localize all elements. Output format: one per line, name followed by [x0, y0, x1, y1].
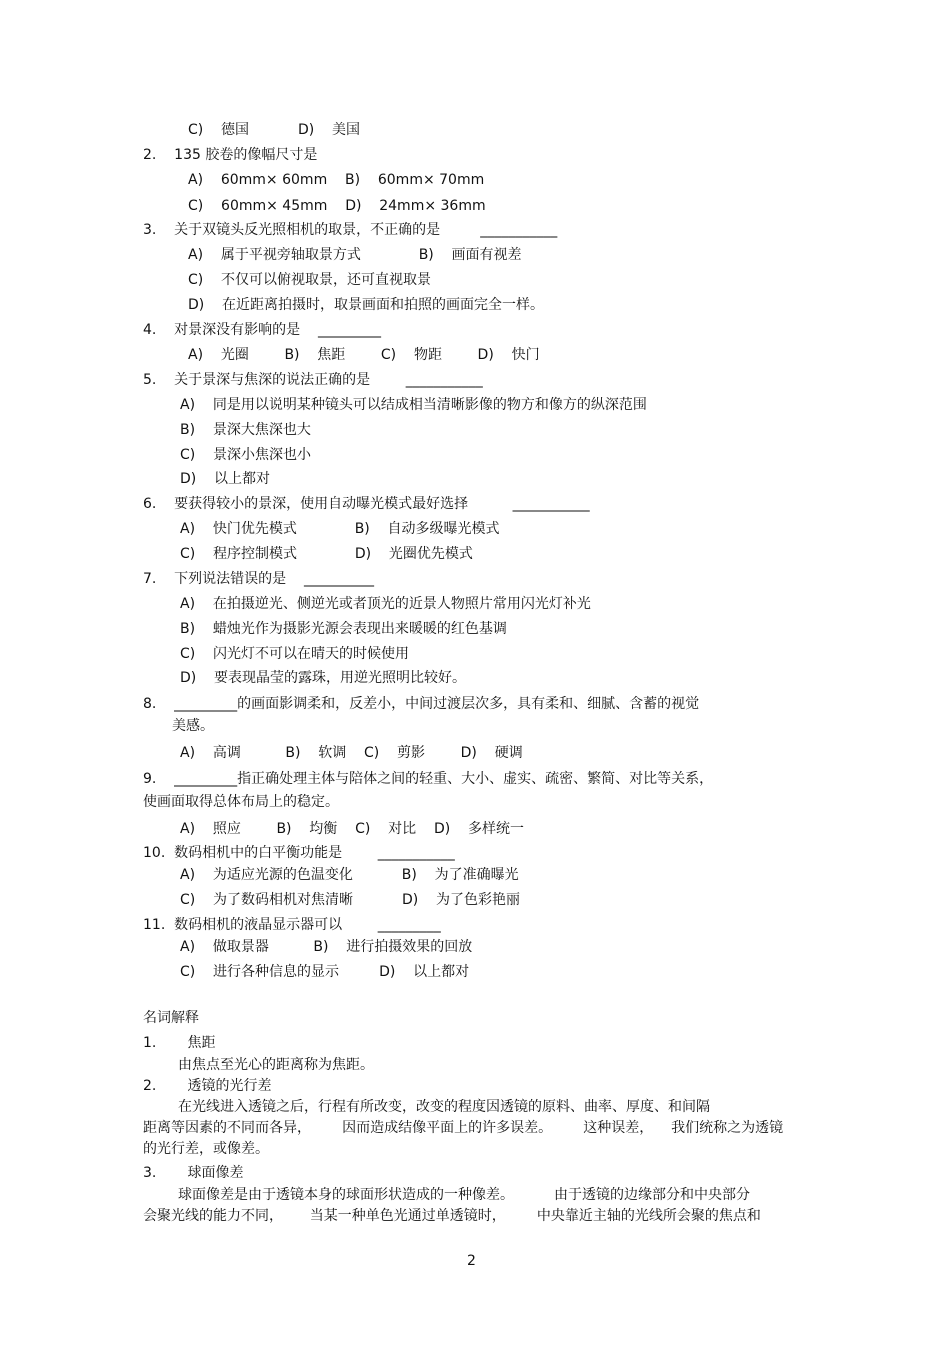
term2-title: 2. 透镜的光行差: [143, 1078, 272, 1094]
q10-options-cd: C) 为了数码相机对焦清晰 D) 为了色彩艳丽: [180, 892, 521, 908]
q6-options-ab: A) 快门优先模式 B) 自动多级曝光模式: [180, 521, 500, 537]
q10-options-ab: A) 为适应光源的色温变化 B) 为了准确曝光: [180, 867, 519, 883]
q4-stem: 4. 对景深没有影响的是 _________: [143, 322, 381, 338]
q6-options-cd: C) 程序控制模式 D) 光圈优先模式: [180, 546, 473, 562]
term3-title: 3. 球面像差: [143, 1165, 244, 1181]
q4-options: A) 光圈 B) 焦距 C) 物距 D) 快门: [188, 347, 540, 363]
q9-stem: 9. _________指正确处理主体与陪体之间的轻重、大小、虚实、疏密、繁简、对比等关系，: [143, 771, 714, 787]
term2-definition-3: 的光行差，或像差。: [143, 1141, 269, 1157]
page-number: 2: [467, 1253, 476, 1269]
q5-stem: 5. 关于景深与焦深的说法正确的是 ___________: [143, 372, 483, 388]
q10-stem: 10. 数码相机中的白平衡功能是 ___________: [143, 845, 455, 861]
q5-option-c: C) 景深小焦深也小: [180, 447, 312, 463]
q1-options-cd: C) 德国 D) 美国: [188, 122, 361, 138]
q6-stem: 6. 要获得较小的景深，使用自动曝光模式最好选择 ___________: [143, 496, 590, 512]
q9-stem-cont: 使画面取得总体布局上的稳定。: [143, 794, 339, 810]
term2-definition-1: 在光线进入透镜之后，行程有所改变，改变的程度因透镜的原料、曲率、厚度、和间隔: [178, 1099, 710, 1115]
section-heading: 名词解释: [143, 1010, 199, 1026]
q3-options-ab: A) 属于平视旁轴取景方式 B) 画面有视差: [188, 247, 522, 263]
q9-options: A) 照应 B) 均衡 C) 对比 D) 多样统一: [180, 821, 524, 837]
q2-options-ab: A) 60mm× 60mm B) 60mm× 70mm: [188, 172, 485, 188]
q5-option-a: A) 同是用以说明某种镜头可以结成相当清晰影像的物方和像方的纵深范围: [180, 397, 647, 413]
term2-definition-2: 距离等因素的不同而各异， 因而造成结像平面上的许多误差。 这种误差， 我们统称之为透镜: [143, 1120, 784, 1136]
q7-option-b: B) 蜡烛光作为摄影光源会表现出来暖暖的红色基调: [180, 621, 507, 637]
q3-stem: 3. 关于双镜头反光照相机的取景，不正确的是 ___________: [143, 222, 558, 238]
term3-definition-1: 球面像差是由于透镜本身的球面形状造成的一种像差。 由于透镜的边缘部分和中央部分: [178, 1187, 751, 1203]
q8-options: A) 高调 B) 软调 C) 剪影 D) 硬调: [180, 745, 523, 761]
q11-options-ab: A) 做取景器 B) 进行拍摄效果的回放: [180, 939, 473, 955]
q2-options-cd: C) 60mm× 45mm D) 24mm× 36mm: [188, 198, 486, 214]
term1-title: 1. 焦距: [143, 1035, 216, 1051]
q7-option-d: D) 要表现晶莹的露珠，用逆光照明比较好。: [180, 670, 467, 686]
q3-option-d: D) 在近距离拍摄时，取景画面和拍照的画面完全一样。: [188, 297, 545, 313]
q7-option-c: C) 闪光灯不可以在晴天的时候使用: [180, 646, 410, 662]
q8-stem: 8. _________的画面影调柔和，反差小，中间过渡层次多，具有柔和、细腻、含蓄的视觉: [143, 696, 700, 712]
q11-options-cd: C) 进行各种信息的显示 D) 以上都对: [180, 964, 470, 980]
q5-option-d: D) 以上都对: [180, 471, 271, 487]
q2-stem: 2. 135 胶卷的像幅尺寸是: [143, 147, 318, 163]
q7-stem: 7. 下列说法错误的是 __________: [143, 571, 374, 587]
term3-definition-2: 会聚光线的能力不同， 当某一种单色光通过单透镜时， 中央靠近主轴的光线所会聚的焦点和: [143, 1208, 761, 1224]
term1-definition: 由焦点至光心的距离称为焦距。: [178, 1057, 374, 1073]
q11-stem: 11. 数码相机的液晶显示器可以 _________: [143, 917, 441, 933]
q3-option-c: C) 不仅可以俯视取景，还可直视取景: [188, 272, 432, 288]
q7-option-a: A) 在拍摄逆光、侧逆光或者顶光的近景人物照片常用闪光灯补光: [180, 596, 591, 612]
q8-stem-cont: 美感。: [172, 718, 214, 734]
q5-option-b: B) 景深大焦深也大: [180, 422, 311, 438]
